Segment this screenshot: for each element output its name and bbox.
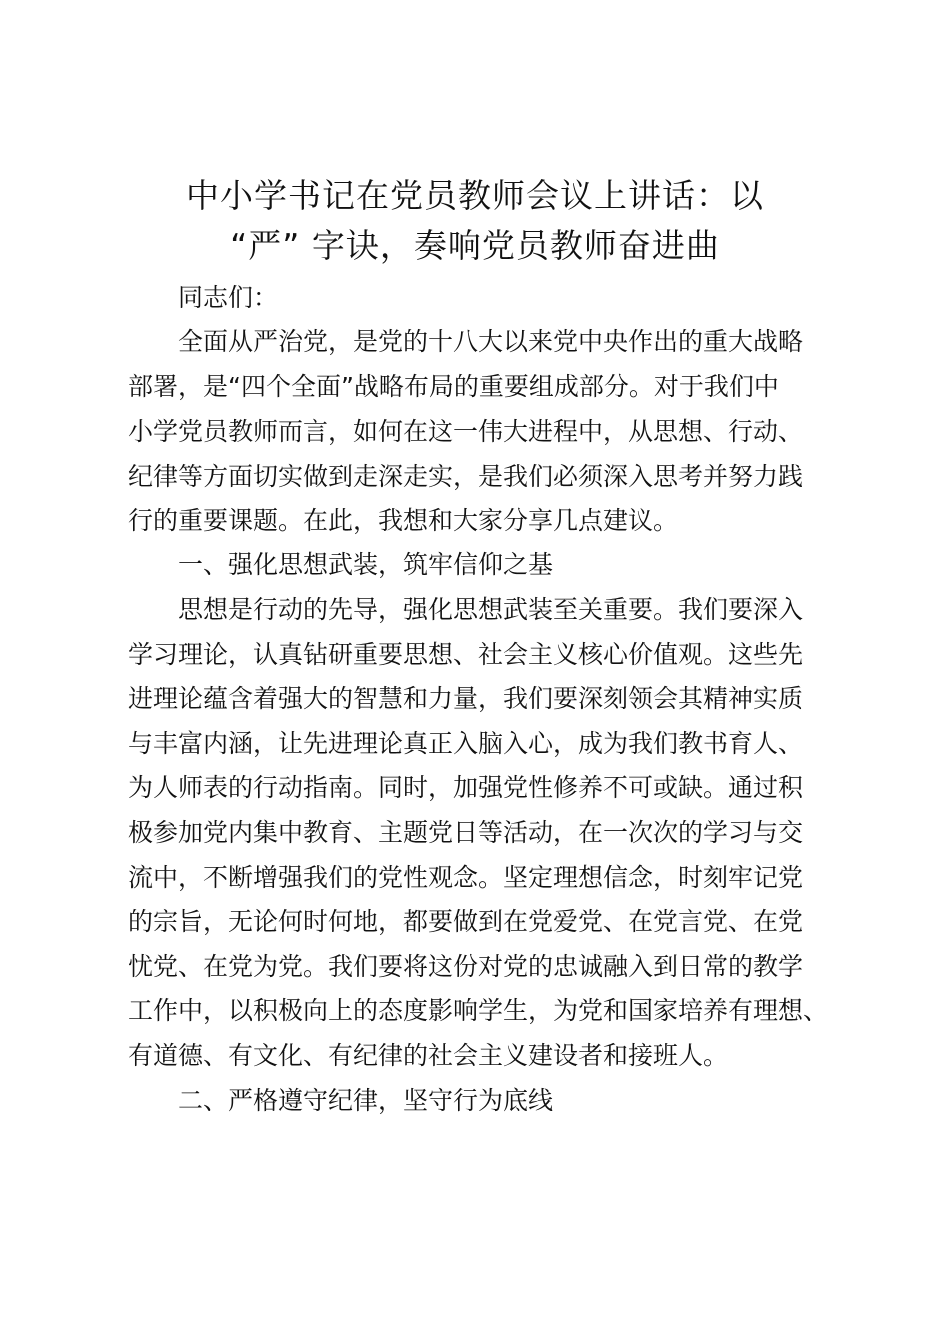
paragraph-2-line-10: 工作中，以积极向上的态度影响学生，为党和国家培养有理想、 xyxy=(128,996,829,1025)
paragraph-2-line-3: 进理论蕴含着强大的智慧和力量，我们要深刻领会其精神实质 xyxy=(128,684,804,713)
paragraph-2-line-5: 为人师表的行动指南。同时，加强党性修养不可或缺。通过积 xyxy=(128,773,804,802)
paragraph-1-line-1: 全面从严治党，是党的十八大以来党中央作出的重大战略 xyxy=(178,327,804,356)
salutation: 同志们： xyxy=(178,283,279,312)
paragraph-2-line-7: 流中，不断增强我们的党性观念。坚定理想信念，时刻牢记党 xyxy=(128,863,804,892)
document-title-line-2: “严” 字诀，奏响党员教师奋进曲 xyxy=(230,226,720,265)
paragraph-2-line-4: 与丰富内涵，让先进理论真正入脑入心，成为我们教书育人、 xyxy=(128,729,804,758)
section-heading-2: 二、严格遵守纪律，坚守行为底线 xyxy=(178,1086,554,1115)
paragraph-2-line-2: 学习理论，认真钻研重要思想、社会主义核心价值观。这些先 xyxy=(128,640,804,669)
paragraph-2-line-9: 忧党、在党为党。我们要将这份对党的忠诚融入到日常的教学 xyxy=(128,952,804,981)
paragraph-1-line-5: 行的重要课题。在此，我想和大家分享几点建议。 xyxy=(128,506,679,535)
paragraph-1-line-3: 小学党员教师而言，如何在这一伟大进程中，从思想、行动、 xyxy=(128,417,804,446)
paragraph-2-line-1: 思想是行动的先导，强化思想武装至关重要。我们要深入 xyxy=(178,595,804,624)
section-heading-1: 一、强化思想武装，筑牢信仰之基 xyxy=(178,550,554,579)
document-title-line-1: 中小学书记在党员教师会议上讲话：以 xyxy=(186,176,764,215)
paragraph-2-line-11: 有道德、有文化、有纪律的社会主义建设者和接班人。 xyxy=(128,1041,729,1070)
paragraph-1-line-2: 部署，是“四个全面”战略布局的重要组成部分。对于我们中 xyxy=(128,372,779,401)
paragraph-2-line-8: 的宗旨，无论何时何地，都要做到在党爱党、在党言党、在党 xyxy=(128,907,804,936)
paragraph-2-line-6: 极参加党内集中教育、主题党日等活动，在一次次的学习与交 xyxy=(128,818,804,847)
paragraph-1-line-4: 纪律等方面切实做到走深走实，是我们必须深入思考并努力践 xyxy=(128,462,804,491)
